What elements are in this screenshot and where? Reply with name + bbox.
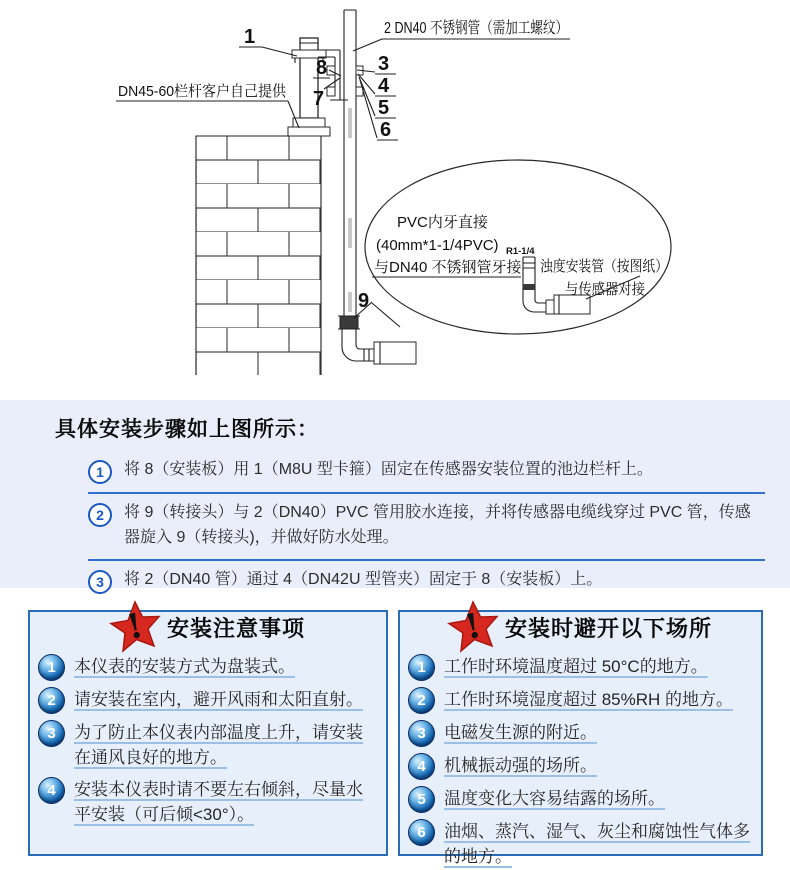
callout-8-label: 8 bbox=[316, 57, 328, 79]
callout-5-label: 5 bbox=[378, 97, 390, 119]
pvc-label-line2: (40mm*1-1/4PVC) bbox=[376, 237, 499, 254]
warning-star-icon bbox=[447, 600, 499, 654]
item-number-badge: 1 bbox=[408, 654, 435, 681]
item-number-badge: 3 bbox=[408, 720, 435, 747]
install-notice-box bbox=[28, 605, 388, 856]
item-text: 机械振动强的场所。 bbox=[444, 756, 597, 775]
avoid-item-5 bbox=[408, 786, 751, 813]
pvc-label-line3: 与DN40 不锈钢管牙接 bbox=[374, 259, 522, 276]
warning-boxes-row bbox=[28, 605, 763, 866]
step-number-badge: 1 bbox=[88, 460, 112, 484]
step-row-3 bbox=[88, 561, 765, 602]
mounting-pipe bbox=[344, 10, 356, 316]
avoid-item-6 bbox=[408, 819, 751, 870]
star-exclamation: ! bbox=[461, 605, 485, 649]
turbidity-label-line1: 浊度安装管（按图纸） bbox=[540, 258, 691, 275]
item-number-badge: 2 bbox=[408, 687, 435, 714]
item-text: 电磁发生源的附近。 bbox=[444, 723, 597, 742]
item-text: 本仪表的安装方式为盘装式。 bbox=[74, 657, 295, 676]
item-number-badge: 3 bbox=[38, 720, 65, 747]
avoid-item-1 bbox=[408, 654, 751, 681]
avoid-item-2 bbox=[408, 687, 751, 714]
turbidity-label-line2: 与传感器对接 bbox=[565, 281, 656, 298]
item-text: 温度变化大容易结露的场所。 bbox=[444, 789, 665, 808]
notice-item-1 bbox=[38, 654, 376, 681]
item-text: 为了防止本仪表内部温度上升，请安装在通风良好的地方。 bbox=[74, 723, 363, 767]
notice-box-header bbox=[38, 604, 376, 650]
item-number-badge: 4 bbox=[408, 753, 435, 780]
adapter-elbow-sensor bbox=[338, 316, 416, 364]
callout-7-label: 7 bbox=[313, 88, 325, 110]
item-text: 安装本仪表时请不要左右倾斜，尽量水平安装（可后倾<30°）。 bbox=[74, 779, 363, 824]
item-number-badge: 1 bbox=[38, 654, 65, 681]
step-text: 将 2（DN40 管）通过 4（DN42U 型管夹）固定于 8（安装板）上。 bbox=[124, 570, 603, 588]
callout-1-label: 1 bbox=[244, 26, 256, 48]
pvc-label-line1: PVC内牙直接 bbox=[397, 214, 488, 231]
diagram-canvas bbox=[0, 0, 790, 400]
notice-item-4 bbox=[38, 777, 376, 828]
installation-steps-section bbox=[0, 400, 790, 588]
railing-note-label: DN45-60栏杆客户自己提供 bbox=[118, 83, 299, 100]
pipe-spec-label: 2 DN40 不锈钢管（需加工螺纹） bbox=[384, 20, 619, 37]
item-text: 请安装在室内，避开风雨和太阳直射。 bbox=[74, 690, 363, 709]
step-row-2 bbox=[88, 494, 765, 561]
warning-star-icon bbox=[109, 600, 161, 654]
avoid-places-box bbox=[398, 605, 763, 866]
item-number-badge: 2 bbox=[38, 687, 65, 714]
star-exclamation: ! bbox=[123, 605, 147, 649]
callout-6-label: 6 bbox=[380, 119, 392, 141]
item-text: 工作时环境温度超过 50°C的地方。 bbox=[444, 657, 708, 676]
item-text: 工作时环境湿度超过 85%RH 的地方。 bbox=[444, 690, 734, 709]
item-text: 油烟、蒸汽、湿气、灰尘和腐蚀性气体多的地方。 bbox=[444, 822, 750, 866]
avoid-box-header bbox=[408, 604, 751, 650]
notice-item-2 bbox=[38, 687, 376, 714]
callout-9-label: 9 bbox=[358, 290, 370, 312]
avoid-item-4 bbox=[408, 753, 751, 780]
item-number-badge: 5 bbox=[408, 786, 435, 813]
callout-3-label: 3 bbox=[378, 53, 390, 75]
notice-box-title: 安装注意事项 bbox=[166, 615, 305, 641]
step-text: 将 9（转接头）与 2（DN40）PVC 管用胶水连接，并将传感器电缆线穿过 PVC 管，传感器旋入 9（转接头)，并做好防水处理。 bbox=[124, 504, 751, 546]
steps-list bbox=[88, 451, 765, 602]
brick-wall bbox=[196, 136, 321, 375]
steps-title: 具体安装步骤如上图所示： bbox=[55, 418, 319, 441]
step-text: 将 8（安装板）用 1（M8U 型卡箍）固定在传感器安装位置的池边栏杆上。 bbox=[124, 461, 653, 478]
step-row-1 bbox=[88, 451, 765, 494]
installation-diagram bbox=[0, 0, 790, 400]
step-number-badge: 3 bbox=[88, 570, 112, 594]
notice-item-3 bbox=[38, 720, 376, 771]
avoid-item-3 bbox=[408, 720, 751, 747]
step-number-badge: 2 bbox=[88, 503, 112, 527]
callout-4-label: 4 bbox=[378, 75, 390, 97]
railing-post bbox=[288, 38, 330, 136]
detail-ellipse bbox=[365, 160, 691, 334]
item-number-badge: 6 bbox=[408, 819, 435, 846]
avoid-box-title: 安装时避开以下场所 bbox=[504, 615, 712, 641]
thread-size-label: R1-1/4 bbox=[506, 246, 535, 257]
item-number-badge: 4 bbox=[38, 777, 65, 804]
